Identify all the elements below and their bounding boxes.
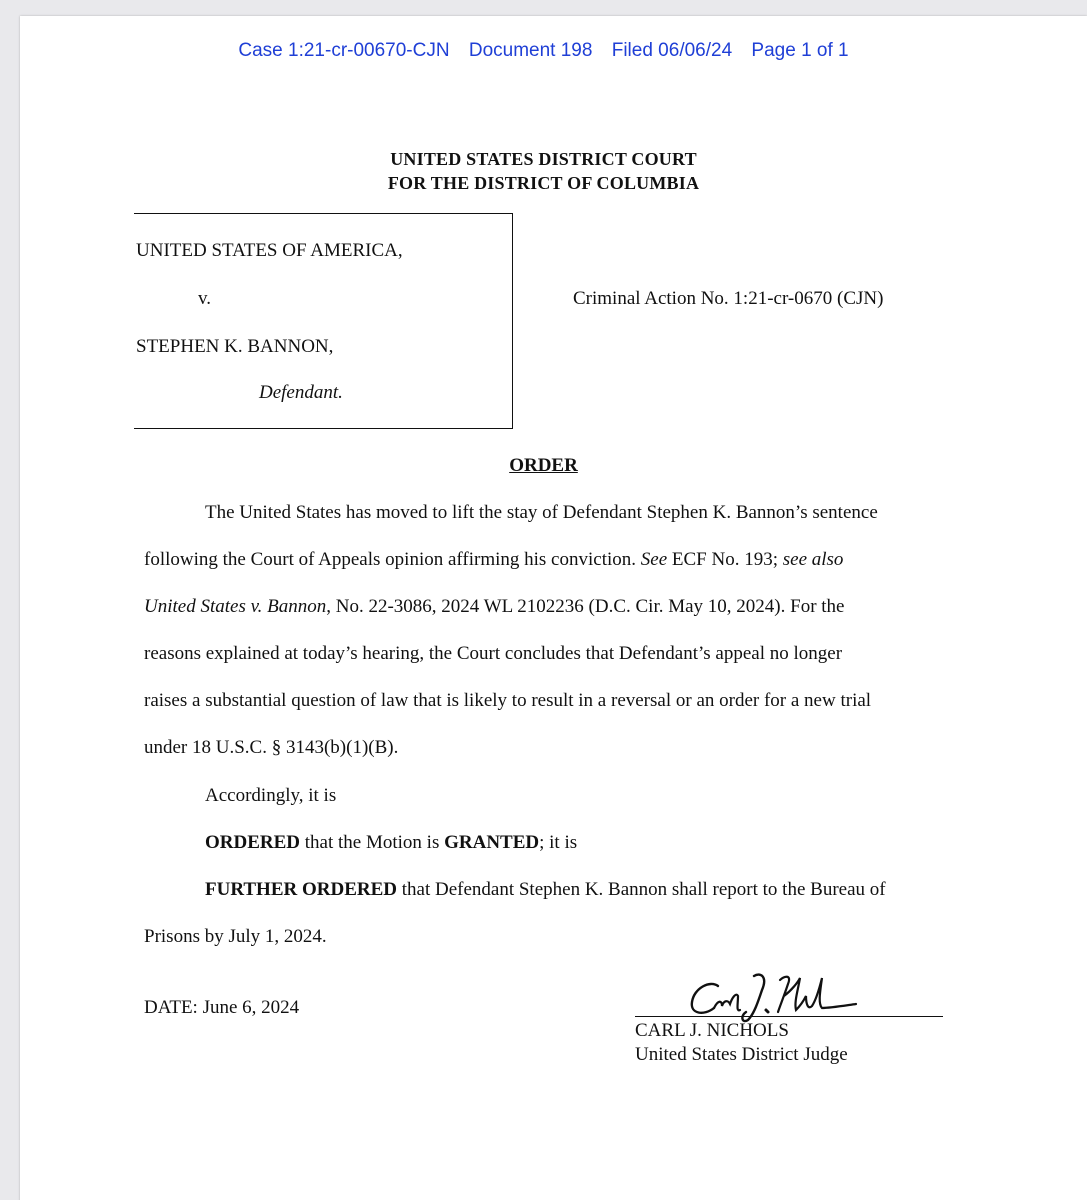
citation-signal: See [640,549,668,570]
order-text-line: The United States has moved to lift the stay of Defendant Stephen K. Bannon’s sentence [205,502,878,523]
order-title: ORDER [509,455,578,476]
text-run: , No. 22-3086, 2024 WL 2102236 (D.C. Cir. May 10, 2024). For the [326,596,845,617]
document-number-stamp: Document 198 [468,40,593,61]
order-text-line: under 18 U.S.C. § 3143(b)(1)(B). [144,737,399,758]
page-count-stamp: Page 1 of 1 [751,40,849,61]
ecf-header-stamp [20,40,1067,62]
judge-name: CARL J. NICHOLS [635,1020,789,1041]
case-citation: United States v. Bannon [144,596,327,617]
citation-signal: see also [782,549,844,570]
judge-title: United States District Judge [635,1044,848,1065]
criminal-action-number: Criminal Action No. 1:21-cr-0670 (CJN) [573,288,884,309]
text-run: following the Court of Appeals opinion affirming his conviction. [144,549,641,570]
text-run: ECF No. 193; [667,549,783,570]
filed-date-stamp: Filed 06/06/24 [611,40,733,61]
order-text-line [144,596,845,618]
order-date: DATE: June 6, 2024 [144,997,300,1018]
court-heading [20,147,1067,195]
further-ordered-line-2: Prisons by July 1, 2024. [144,926,327,947]
defendant-name: STEPHEN K. BANNON, [136,336,334,357]
ordered-label: ORDERED [205,832,301,853]
text-run: ; it is [539,832,578,853]
granted-label: GRANTED [444,832,540,853]
court-district: FOR THE DISTRICT OF COLUMBIA [387,173,700,193]
judge-signature [680,966,860,1026]
plaintiff-name: UNITED STATES OF AMERICA, [136,240,403,261]
versus-label: v. [198,288,212,309]
case-number-stamp: Case 1:21-cr-00670-CJN [238,40,450,61]
document-page [20,16,1087,1200]
court-name: UNITED STATES DISTRICT COURT [390,149,697,169]
order-text-line: raises a substantial question of law that is likely to result in a reversal or an order for a new trial [144,690,872,711]
text-run: that Defendant Stephen K. Bannon shall report to the Bureau of [397,879,886,900]
further-ordered-label: FURTHER ORDERED [205,879,397,900]
accordingly-line: Accordingly, it is [205,785,337,806]
further-ordered-line [205,879,886,901]
defendant-role: Defendant. [259,382,343,403]
signature-line [635,1016,943,1017]
order-text-line: reasons explained at today’s hearing, the Court concludes that Defendant’s appeal no longer [144,643,843,664]
order-text-line [144,549,843,571]
ordered-line [205,832,577,854]
text-run: that the Motion is [300,832,445,853]
